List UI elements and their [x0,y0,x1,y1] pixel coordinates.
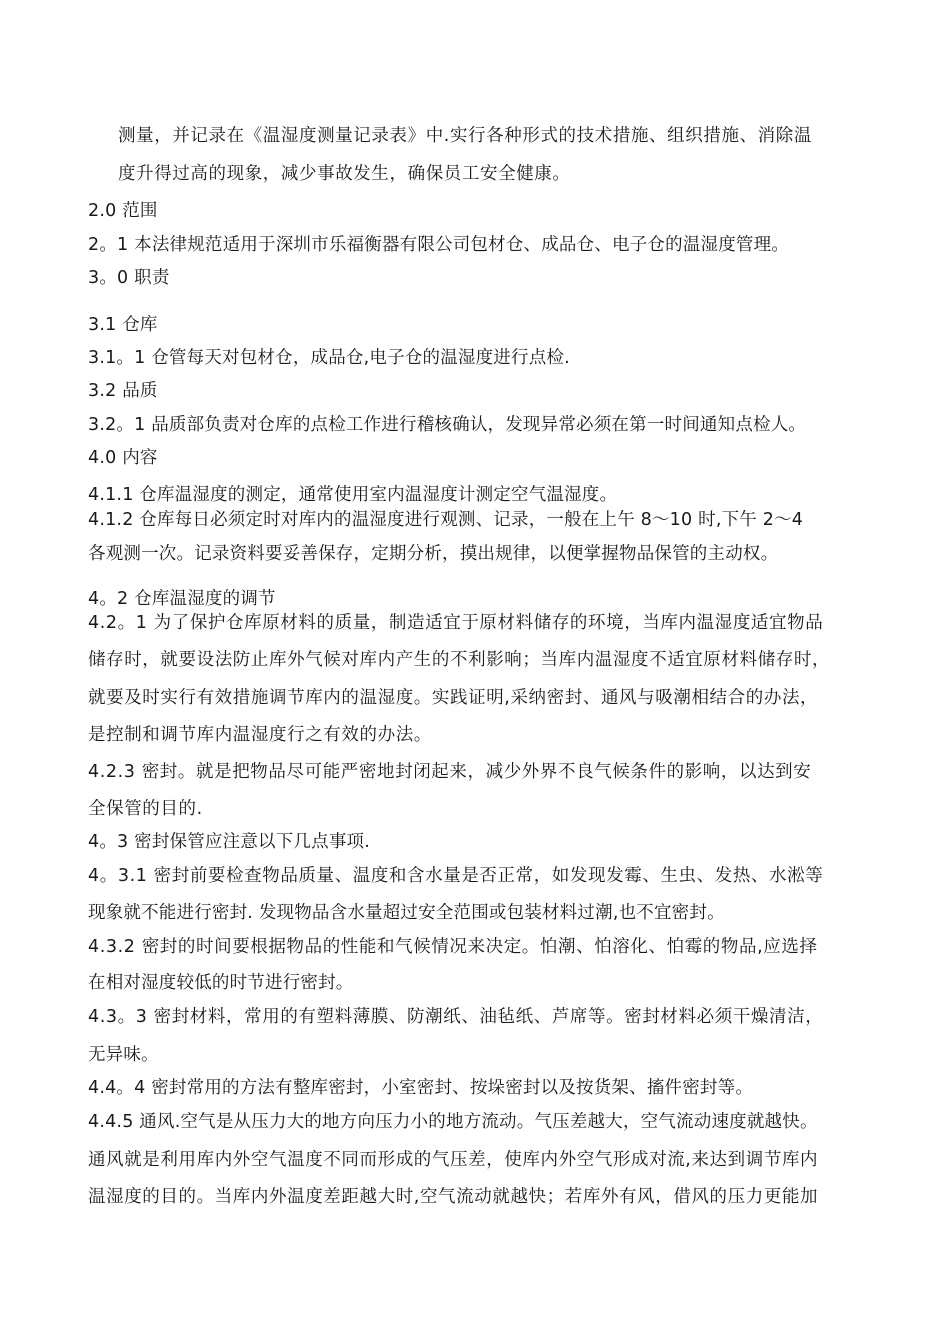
item-4-4-4: 4.4。4 密封常用的方法有整库密封，小室密封、按垛密封以及按货架、搐件密封等。 [88,1078,754,1098]
item-4-3-3-line-1: 4.3。3 密封材料，常用的有塑料薄膜、防潮纸、油毡纸、芦席等。密封材料必须干燥清洁， [88,1007,824,1027]
item-4-4-5-line-2: 通风就是利用库内外空气温度不同而形成的气压差，使库内外空气形成对流,来达到调节库内 [88,1150,819,1170]
duty-heading: 3。0 职责 [88,268,170,288]
item-4-2-1-line-1: 4.2。1 为了保护仓库原材料的质量，制造适宜于原材料储存的环境，当库内温湿度适宜物品 [88,613,824,633]
item-4-2-1-line-3: 就要及时实行有效措施调节库内的温湿度。实践证明,采纳密封、通风与吸潮相结合的办法， [88,688,819,708]
item-4-2-1-line-4: 是控制和调节库内温湿度行之有效的办法。 [88,725,432,745]
item-4-3-2-line-1: 4.3.2 密封的时间要根据物品的性能和气候情况来决定。怕潮、怕溶化、怕霉的物品,应选择 [88,937,818,957]
quality-3-2-1: 3.2。1 品质部负责对仓库的点检工作进行稽核确认，发现异常必须在第一时间通知点检人。 [88,415,807,435]
item-4-4-5-line-1: 4.4.5 通风.空气是从压力大的地方向压力小的地方流动。气压差越大，空气流动速度就越快。 [88,1112,818,1132]
item-4-3-heading: 4。3 密封保管应注意以下几点事项. [88,832,370,852]
item-4-3-3-line-2: 无异味。 [88,1045,159,1065]
scope-heading: 2.0 范围 [88,201,158,221]
scope-2-1: 2。1 本法律规范适用于深圳市乐福衡器有限公司包材仓、成品仓、电子仓的温湿度管理。 [88,235,790,255]
item-4-2-3-line-1: 4.2.3 密封。就是把物品尽可能严密地封闭起来，减少外界不良气候条件的影响，以达到安 [88,762,812,782]
intro-line-1: 测量，并记录在《温湿度测量记录表》中.实行各种形式的技术措施、组织措施、消除温 [118,126,812,146]
item-4-1-1: 4.1.1 仓库温湿度的测定，通常使用室内温湿度计测定空气温湿度。 [88,485,618,505]
content-heading: 4.0 内容 [88,448,158,468]
item-4-4-5-line-3: 温湿度的目的。当库内外温度差距越大时,空气流动就越快；若库外有风，借风的压力更能加 [88,1187,819,1207]
item-4-2-heading: 4。2 仓库温湿度的调节 [88,589,276,609]
item-4-3-1-line-1: 4。3.1 密封前要检查物品质量、温度和含水量是否正常，如发现发霉、生虫、发热、水淞等 [88,866,824,886]
item-4-3-1-line-2: 现象就不能进行密封. 发现物品含水量超过安全范围或包装材料过潮,也不宜密封。 [88,903,725,923]
intro-line-2: 度升得过高的现象，减少事故发生，确保员工安全健康。 [118,164,571,184]
item-4-1-2-line-2: 各观测一次。记录资料要妥善保存，定期分析，摸出规律，以便掌握物品保管的主动权。 [88,544,779,564]
item-4-3-2-line-2: 在相对湿度较低的时节进行密封。 [88,973,354,993]
item-4-2-3-line-2: 全保管的目的. [88,799,203,819]
item-4-2-1-line-2: 储存时，就要设法防止库外气候对库内产生的不利影响；当库内温湿度不适宜原材料储存时， [88,650,831,670]
item-4-1-2-line-1: 4.1.2 仓库每日必须定时对库内的温湿度进行观测、记录，一般在上午 8～10 时,下午 2～4 [88,510,804,530]
warehouse-3-1-1: 3.1。1 仓管每天对包材仓，成品仓,电子仓的温湿度进行点检. [88,348,570,368]
warehouse-heading: 3.1 仓库 [88,315,158,335]
quality-heading: 3.2 品质 [88,381,158,401]
